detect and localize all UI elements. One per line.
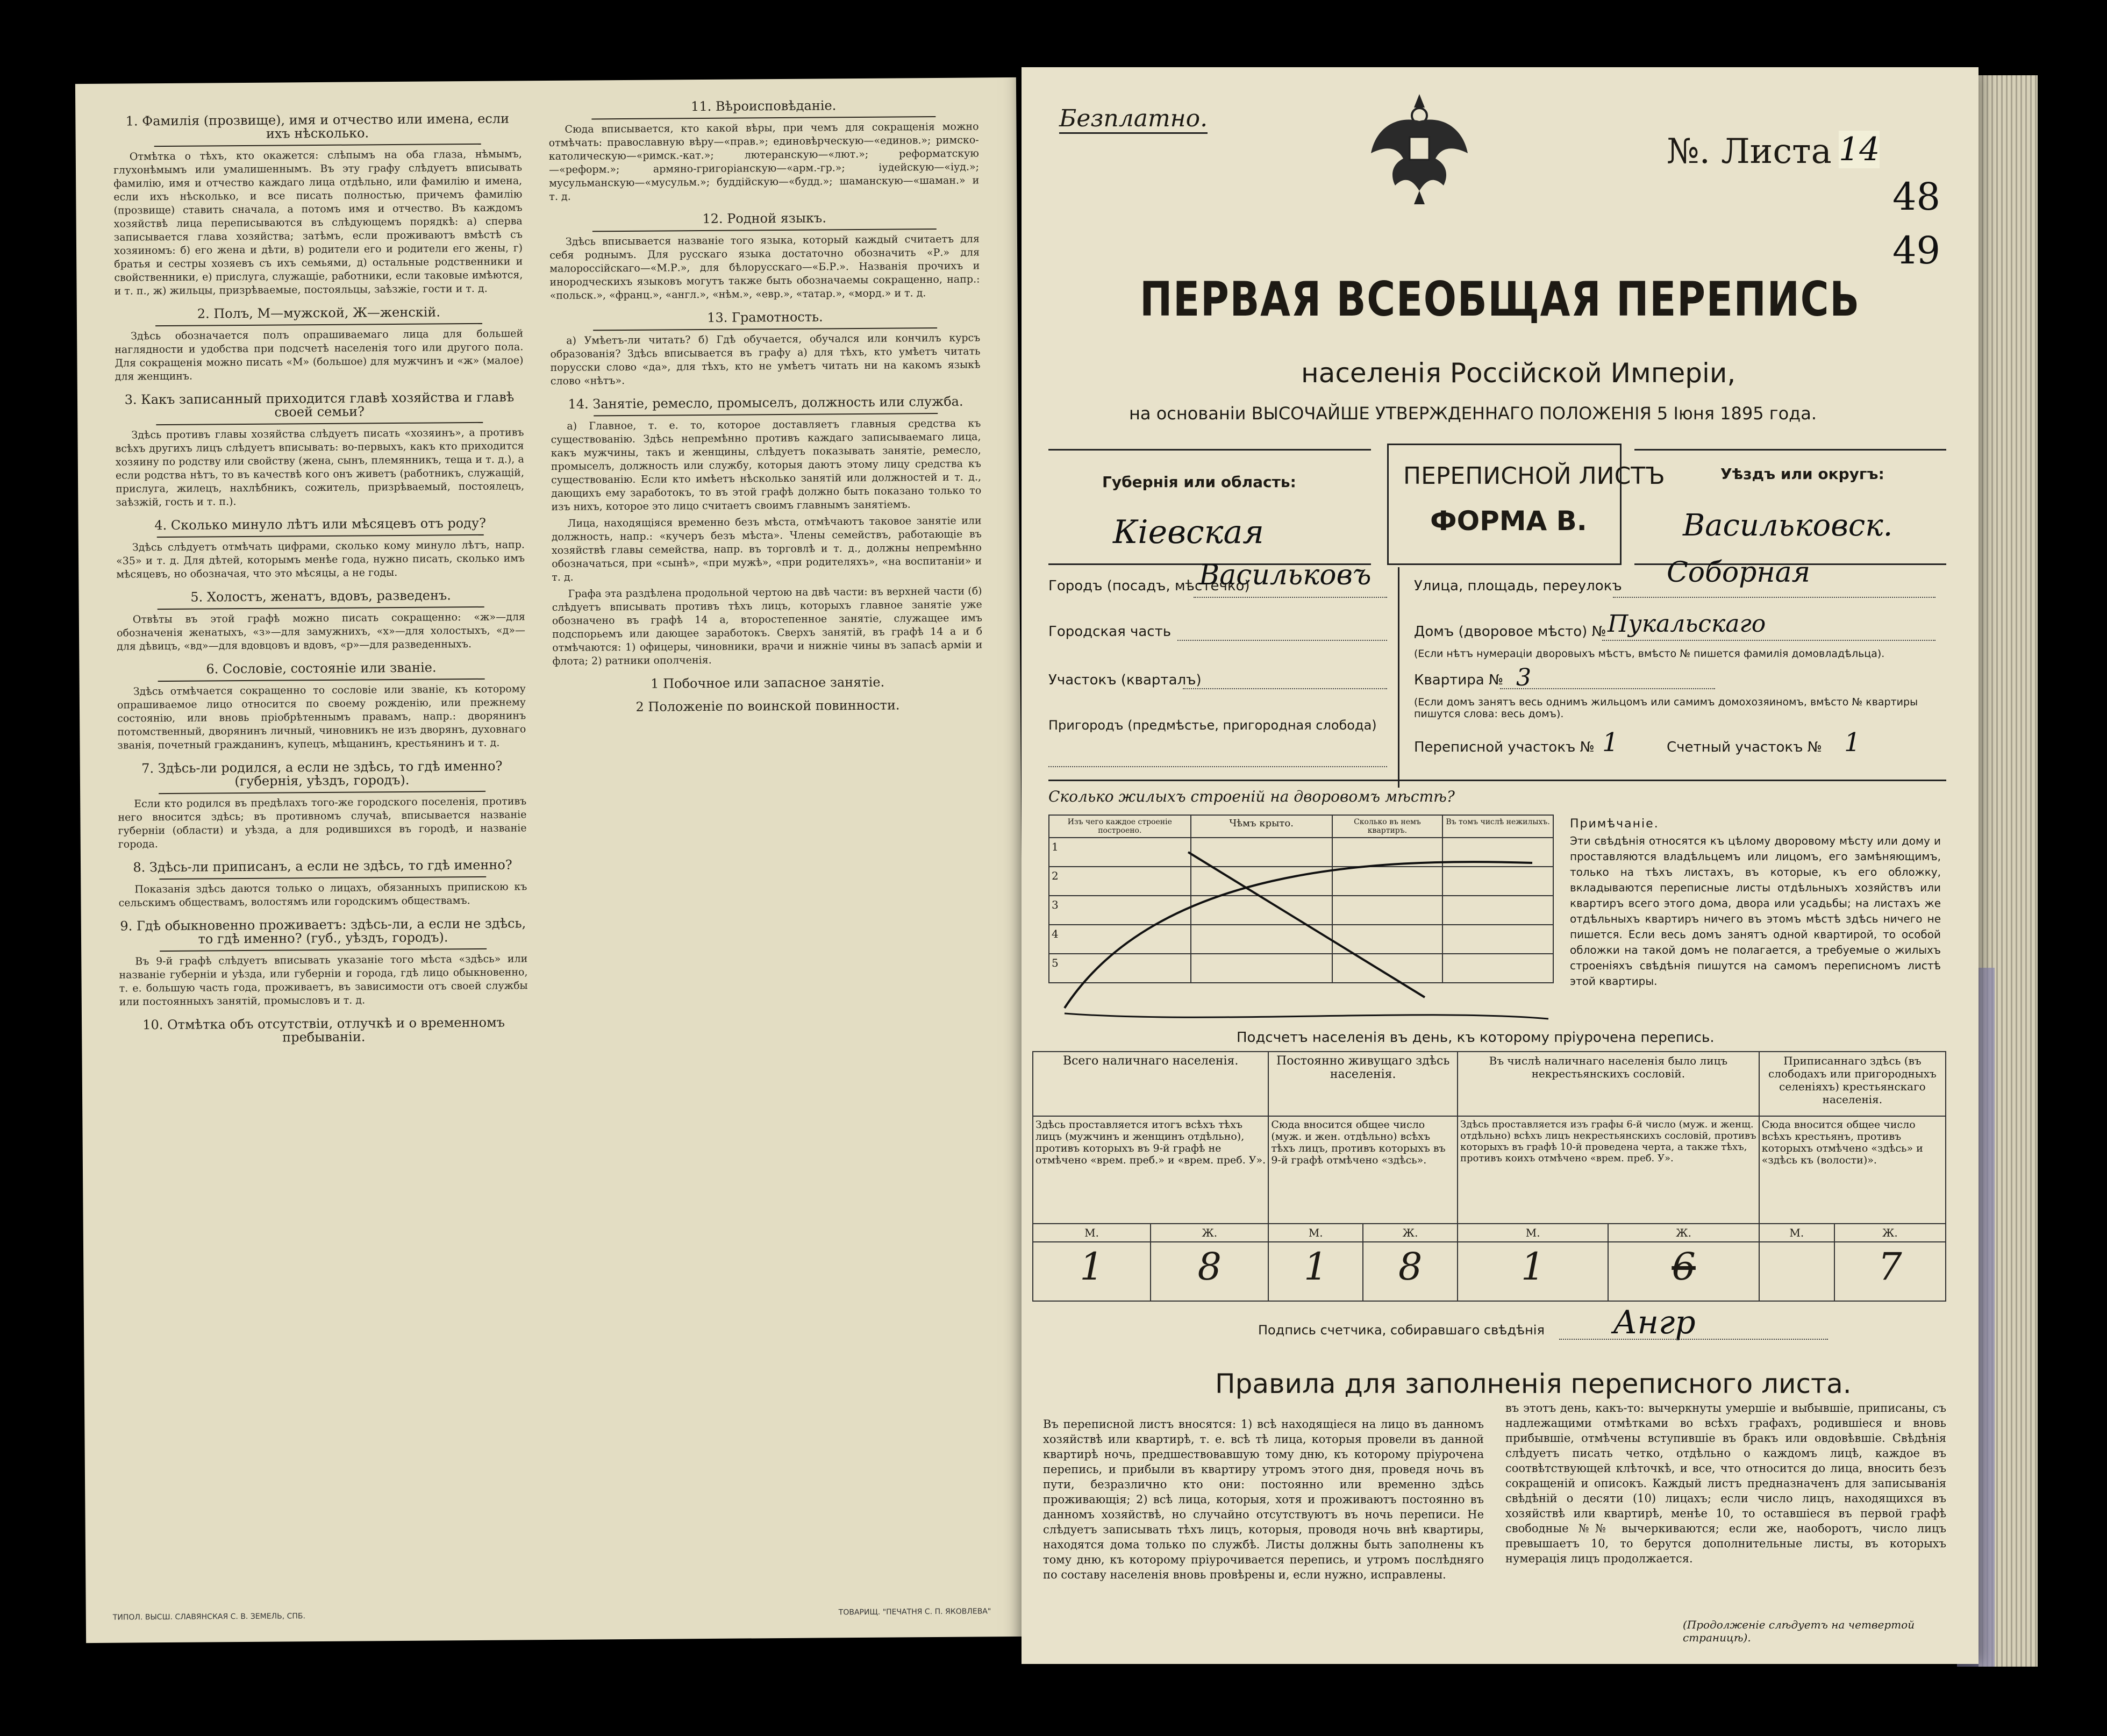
count-value-total-zh: 8 [1151, 1242, 1268, 1301]
counting-district-value: 1 [1844, 727, 1861, 758]
instruction-text: Показанія здѣсь даются только о лицахъ, обязанныхъ припискою къ сельскимъ обществамъ, волостямъ или городскимъ обществамъ. [118, 881, 527, 909]
population-count-table [1032, 1051, 1946, 1302]
instruction-subheading: 2 Положеніе по воинской повинности. [635, 697, 900, 715]
instruction-text: Лица, находящіяся временно безъ мѣста, отмѣчаютъ таковое занятіе или должность, напр.: «кучеръ безъ мѣста». Члены семействъ, работающіе въ хозяйствѣ главы семейства, напр. въ торговлѣ и т. д., должны непремѣнно обозначаться, при «сынѣ», «при мужѣ», «при родителяхъ», «на воспитаніи» и т. д. [551, 515, 982, 583]
m-header: М. [1033, 1224, 1151, 1242]
apartment-label: Квартира № [1414, 672, 1504, 688]
archive-number-1: 48 [1892, 175, 1941, 219]
heading-rule [592, 228, 937, 232]
instruction-heading: 5. Холостъ, женатъ, вдовъ, разведенъ. [190, 588, 451, 605]
apartment-line [1500, 688, 1715, 689]
city-label: Городъ (посадъ, мѣстечко) [1048, 578, 1250, 594]
instruction-heading: 6. Сословіе, состояніе или званіе. [206, 660, 437, 677]
count-value-non-peasant-m: 1 [1458, 1242, 1608, 1301]
right-page [1022, 67, 1979, 1664]
province-label: Губернія или область: [1102, 473, 1296, 491]
form-title-2: ФОРМА В. [1430, 505, 1587, 537]
count-value-non-peasant-zh: 6 [1608, 1242, 1759, 1301]
count-description-peasant: Сюда вносится общее число всѣхъ крестьянъ, противъ которыхъ отмѣчено «здѣсь» и «здѣсь къ (волости)». [1759, 1116, 1946, 1224]
zh-header: Ж. [1363, 1224, 1458, 1242]
signature-label: Подпись счетчика, собиравшаго свѣдѣнія [1258, 1323, 1545, 1338]
house-line [1602, 640, 1935, 641]
instruction-text: Здѣсь слѣдуетъ отмѣчать цифрами, сколько кому минуло лѣтъ, напр. «35» и т. д. Для дѣтей, которымъ менѣе года, нужно писать, сколько имъ мѣсяцевъ, но обозначая, что это мѣсяцы, а не годы. [116, 539, 525, 581]
district-label: Участокъ (кварталъ) [1048, 672, 1202, 688]
instruction-text: Отмѣтка о тѣхъ, кто окажется: слѣпымъ на оба глаза, нѣмымъ, глухонѣмымъ или умалишеннымъ. Въ эту графу слѣдуетъ вписывать фамилію, имя и отчество каждаго лица отдѣльно, или фамилію и имена, если ихъ нѣсколько, и все писать полностью, причемъ фамилію (прозвище) ставить сначала, а потомъ имя и отчество. Въ каждомъ хозяйствѣ лица переписываются въ слѣдующемъ порядкѣ: а) сперва записывается глава хозяйства; затѣмъ, если проживаютъ вмѣстѣ съ хозяиномъ: б) его жена и дѣти, в) родители его и родители его жены, г) братья и сестры хозяевъ съ ихъ семьями, д) остальные родственники и свойственники, е) прислуга, служащіе, работники, если таковые имѣются, и т. п., ж) жильцы, призрѣваемые, постояльцы, заѣзжіе, гости и т. д. [113, 148, 523, 297]
buildings-row-number: 2 [1049, 867, 1191, 896]
buildings-row-number: 4 [1049, 925, 1191, 954]
m-header: М. [1759, 1224, 1834, 1242]
city-part-label: Городская часть [1048, 624, 1172, 640]
heading-rule [159, 791, 485, 794]
house-note: (Если нѣтъ нумераціи дворовыхъ мѣстъ, вмѣсто № пишется фамилія домовладѣльца). [1414, 648, 1885, 660]
rules-continued: (Продолженіе слѣдуетъ на четвертой страницѣ). [1683, 1618, 1915, 1644]
imperial-eagle-emblem [1366, 83, 1473, 207]
census-subtitle: населенія Россійской Имперіи, [1301, 358, 1736, 389]
heading-rule [158, 606, 484, 610]
m-header: М. [1268, 1224, 1363, 1242]
uezd-value: Васильковск. [1683, 508, 1893, 543]
note-title: Примѣчаніе. [1570, 817, 1659, 831]
suburb-label: Пригородъ (предмѣстье, пригородная слобода) [1048, 718, 1377, 733]
counting-district-label: Счетный участокъ № [1667, 739, 1822, 755]
district-line [1183, 688, 1387, 689]
uezd-label: Уѣздъ или округъ: [1720, 465, 1884, 483]
rules-text-left: Въ переписной листъ вносятся: 1) всѣ находящіеся на лицо въ данномъ хозяйствѣ или квартирѣ, т. е. всѣ тѣ лица, которыя провели въ данной квартирѣ ночь, предшествовавшую тому дню, къ которому пріурочена перепись, и прибыли въ квартиру утромъ этого дня, проведя ночь въ пути, безразлично кто они: постоянно или временно здѣсь проживающія; 2) всѣ лица, которыя, хотя и проживаютъ постоянно въ данномъ хозяйствѣ, но случайно отсутствуютъ въ ночь переписи. Не слѣдуетъ записывать тѣхъ лицъ, которыя, проводя ночь внѣ квартиры, находятся дома только по службѣ. Листы должны быть заполнены къ тому дню, къ которому пріурочивается перепись, и утромъ послѣдняго по составу населенія вновь провѣрены и, если нужно, исправлены. [1043, 1418, 1484, 1581]
instruction-heading: 3. Какъ записанный приходится главѣ хозяйства и главѣ своей семьи? [124, 389, 515, 420]
instruction-text: Здѣсь вписывается названіе того языка, который каждый считаетъ для себя роднымъ. Для русскаго языка достаточно обозначить «Р.» для малороссійскаго—«М.Р.», для бѣлорусскаго—«Б.Р.». Названія прочихъ и инородческихъ языковъ могутъ также быть обозначаемы сокращенно, напр.: «польск.», «франц.», «англ.», «нѣм.», «евр.», «татар.», «морд.» и т. д. [549, 233, 980, 302]
heading-rule [156, 422, 483, 425]
count-value-peasant-m [1759, 1242, 1834, 1301]
rules-title: Правила для заполненія переписного листа. [1215, 1368, 1852, 1399]
free-label: Безплатно. [1059, 105, 1208, 134]
printer-imprint-left: ТИПОЛ. ВЫСШ. СЛАВЯНСКАЯ С. В. ЗЕМЕЛЬ, СПБ. [112, 1612, 306, 1622]
buildings-header-apartments: Сколько въ немъ квартиръ. [1332, 815, 1443, 838]
instructions-column-1 [113, 102, 532, 1599]
note-text: Эти свѣдѣнія относятся къ цѣлому дворовому мѣсту или дому и проставляются владѣльцемъ или лицомъ, его замѣняющимъ, только на тѣхъ листахъ, въ которые, къ его обложку, вкладываются переписные листы отдѣльныхъ хозяйствъ или квартиръ всего этого дома, двора или усадьбы; на листахъ же отдѣльныхъ квартиръ ничего въ этомъ мѣстѣ здѣсь ничего не пишется. Если весь домъ занятъ одной квартирой, то особой обложки на такой домъ не полагается, а требуемые о жилыхъ строеніяхъ свѣдѣнія пишутся на самомъ переписномъ листѣ этой квартиры. [1570, 834, 1941, 988]
census-district-label: Переписной участокъ № [1414, 739, 1595, 755]
instruction-text: а) Умѣетъ-ли читать? б) Гдѣ обучается, обучался или кончилъ курсъ образованія? Здѣсь вписывается въ графу а) для тѣхъ, кто умѣетъ читать порусски слово «да», для тѣхъ, кто не умѣетъ читать ни на какомъ языкѣ слово «нѣтъ». [550, 332, 981, 387]
heading-rule [159, 876, 486, 880]
count-description-permanent: Сюда вносится общее число (муж. и жен. отдѣльно) всѣхъ тѣхъ лицъ, противъ которыхъ въ 9-й графѣ отмѣчено «здѣсь». [1268, 1116, 1458, 1224]
zh-header: Ж. [1608, 1224, 1759, 1242]
count-header-total: Всего наличнаго населенія. [1033, 1052, 1268, 1116]
sheet-number-label: №. Листа [1667, 132, 1832, 172]
instruction-heading: 9. Гдѣ обыкновенно проживаетъ: здѣсь-ли, а если не здѣсь, то гдѣ именно? (губ., уѣздъ, городъ). [120, 916, 526, 947]
heading-rule [593, 327, 937, 331]
buildings-row-number: 3 [1049, 896, 1191, 925]
count-value-permanent-zh: 8 [1363, 1242, 1458, 1301]
apartment-value: 3 [1516, 664, 1531, 691]
count-header-non-peasant: Въ числѣ наличнаго населенія было лицъ некрестьянскихъ сословій. [1458, 1052, 1759, 1116]
instruction-heading: 14. Занятіе, ремесло, промыселъ, должность или служба. [568, 394, 963, 412]
instruction-heading: 7. Здѣсь-ли родился, а если не здѣсь, то гдѣ именно? (губернія, уѣздъ, городъ). [141, 758, 503, 789]
instruction-text: Отвѣты въ этой графѣ можно писать сокращенно: «ж»—для обозначенія женатыхъ, «з»—для замужнихъ, «х»—для холостыхъ, «д»—для дѣвицъ, «вд»—для вдовцовъ и вдовъ, «р»—для разведенныхъ. [116, 611, 526, 653]
count-header-permanent: Постоянно живущаго здѣсь населенія. [1268, 1052, 1458, 1116]
heading-rule [591, 116, 935, 119]
heading-rule [155, 323, 482, 326]
count-description-total: Здѣсь проставляется итогъ всѣхъ тѣхъ лицъ (мужчинъ и женщинъ отдѣльно), противъ которыхъ въ 9-й графѣ не отмѣчено «врем. преб.» и «врем. преб. У». [1033, 1116, 1268, 1224]
zh-header: Ж. [1151, 1224, 1268, 1242]
count-value-peasant-zh: 7 [1834, 1242, 1946, 1301]
legal-basis: на основаніи ВЫСОЧАЙШЕ УТВЕРЖДЕННАГО ПОЛОЖЕНІЯ 5 Іюня 1895 года. [1129, 403, 1817, 424]
signature-line [1559, 1339, 1828, 1340]
form-box [1387, 444, 1622, 565]
instruction-heading: 11. Вѣроисповѣданіе. [691, 98, 837, 115]
count-value-total-m: 1 [1033, 1242, 1151, 1301]
count-title: Подсчетъ населенія въ день, къ которому пріурочена перепись. [1237, 1030, 1715, 1046]
census-district-value: 1 [1602, 727, 1619, 758]
left-page [75, 77, 1027, 1643]
instruction-text: Здѣсь обозначается полъ опрашиваемаго лица для большей наглядности и удобства при подсчетѣ населенія того или другого пола. Для сокращенія можно писать «М» (большое) для мужчинъ и «ж» (малое) для женщинъ. [115, 327, 524, 383]
instruction-heading: 10. Отмѣтка объ отсутствіи, отлучкѣ и о временномъ пребываніи. [142, 1015, 505, 1045]
street-value: Соборная [1667, 556, 1811, 589]
instruction-heading: 8. Здѣсь-ли приписанъ, а если не здѣсь, то гдѣ именно? [133, 857, 512, 875]
heading-rule [158, 678, 485, 682]
count-description-non-peasant: Здѣсь проставляется изъ графы 6-й число (муж. и женщ. отдѣльно) всѣхъ лицъ некрестьянскихъ сословій, противъ которыхъ въ графѣ 10-й проведена черта, а также тѣхъ, противъ коихъ отмѣчено «врем. преб. У». [1458, 1116, 1759, 1224]
house-label: Домъ (дворовое мѣсто) № [1414, 624, 1606, 640]
instruction-subheading: 1 Побочное или запасное занятіе. [651, 674, 885, 691]
instruction-heading: 2. Полъ, М—мужской, Ж—женскій. [197, 304, 441, 322]
city-part-line [1177, 640, 1387, 641]
heading-rule [154, 144, 481, 147]
buildings-header-roof: Чѣмъ крыто. [1191, 815, 1332, 838]
instruction-text: Здѣсь отмѣчается сокращенно то сословіе или званіе, къ которому опрашиваемое лицо относится по своему рожденію, или прежнему состоянію, или вновь пріобрѣтеннымъ правамъ, напр.: дворянинъ потомственный, дворянинъ личный, чиновникъ не изъ дворянъ, духовнаго званія, почетный гражданинъ, купецъ, мѣщанинъ, крестьянинъ и т. д. [117, 683, 526, 752]
city-line [1194, 597, 1387, 598]
instruction-text: Если кто родился въ предѣлахъ того-же городского поселенія, противъ него вносится здѣсь; въ противномъ случаѣ, вписывается названіе губерніи (области) и уѣзда, а для родившихся въ городѣ, и названіе города. [118, 795, 527, 851]
census-title: ПЕРВАЯ ВСЕОБЩАЯ ПЕРЕПИСЬ [1140, 272, 1860, 327]
province-value: Кіевская [1113, 513, 1264, 551]
instruction-text: а) Главное, т. е. то, которое доставляетъ главныя средства къ существованію. Здѣсь непремѣнно противъ каждаго записываемаго лица, какъ мужчины, такъ и женщины, слѣдуетъ показывать занятіе, ремесло, промыселъ, должность или службу, которыя даютъ этому лицу средства къ существованію. Если кто имѣетъ нѣсколько занятій или должностей и т. д., дающихъ ему заработокъ, то въ этой графѣ должно быть показано только то изъ нихъ, которое это лицо считаетъ своимъ главнымъ занятіемъ. [551, 417, 982, 513]
instruction-heading: 12. Родной языкъ. [702, 210, 827, 227]
heading-rule [160, 948, 487, 952]
cross-out-mark [1048, 847, 1565, 1030]
buildings-header-material: Изъ чего каждое строеніе построено. [1049, 815, 1191, 838]
instruction-text: Въ 9-й графѣ слѣдуетъ вписывать указаніе того мѣста «здѣсь» или названіе губерніи и уѣзда, или губерніи и города, гдѣ лицо обыкновенно, т. е. большую часть года, проживаетъ, въ зависимости отъ своей службы или постоянныхъ занятій, промысловъ и т. д. [119, 953, 528, 1008]
heading-rule [157, 534, 484, 538]
count-value-permanent-m: 1 [1268, 1242, 1363, 1301]
buildings-row-number: 1 [1049, 838, 1191, 867]
buildings-row-number: 5 [1049, 954, 1191, 983]
archive-number-2: 49 [1892, 228, 1941, 273]
street-line [1613, 597, 1935, 598]
instruction-text: Сюда вписывается, кто какой вѣры, при чемъ для сокращенія можно отмѣчать: православную вѣру—«прав.»; единовѣрческую—«единов.»; римско-католическую—«римск.-кат.»; лютеранскую—«лют.»; реформатскую—«реформ.»; армяно-григоріанскую—«арм.-гр.»; іудейскую—«іуд.»; мусульманскую—«мусульм.»; буддійскую—«будд.»; шаманскую—«шаман.» и т. д. [548, 120, 980, 203]
instructions-column-2 [548, 88, 989, 1597]
instruction-heading: 4. Сколько минуло лѣтъ или мѣсяцевъ отъ роду? [154, 515, 486, 533]
city-value: Васильковъ [1199, 559, 1372, 591]
instruction-text: Графа эта раздѣлена продольной чертою на двѣ части: въ верхней части (б) слѣдуетъ вписывать противъ тѣхъ лицъ, которыхъ главное занятіе уже обозначено въ графѣ 14 а, второстепенное занятіе, служащее имъ подспорьемъ или дающее заработокъ. Сверхъ занятій, въ графѣ 14 а и б отмѣчаются: 1) офицеры, чиновники, врачи и нижніе чины въ запасѣ армiи и флота; 2) ратники ополченія. [552, 585, 983, 667]
counter-signature: Ангр [1613, 1304, 1696, 1341]
house-value: Пукальскаго [1608, 610, 1766, 638]
m-header: М. [1458, 1224, 1608, 1242]
heading-rule [594, 413, 938, 416]
sheet-number-value: 14 [1839, 131, 1880, 168]
instruction-heading: 1. Фамилія (прозвище), имя и отчество или имена, если ихъ нѣсколько. [125, 111, 510, 141]
section-rule [1048, 780, 1946, 781]
buildings-header-nonresidential: Въ томъ числѣ нежилыхъ. [1442, 815, 1553, 838]
address-divider [1398, 567, 1399, 788]
printer-imprint-right: ТОВАРИЩ. "ПЕЧАТНЯ С. П. ЯКОВЛЕВА" [838, 1607, 991, 1617]
instruction-text: Здѣсь противъ главы хозяйства слѣдуетъ писать «хозяинъ», а противъ всѣхъ другихъ лицъ слѣдуетъ вписывать: во-первыхъ, какъ кто приходится хозяину по родству или свойству (жена, сынъ, племянникъ, теща и т. д.), а если родства нѣтъ, то въ качествѣ кого онъ живетъ (работникъ, служащій, прислуга, жилецъ, нахлѣбникъ, сожитель, призрѣваемый, постоялецъ, заѣзжій, гость и т. п.). [115, 426, 525, 509]
instruction-heading: 13. Грамотность. [707, 309, 823, 325]
buildings-question: Сколько жилыхъ строеній на дворовомъ мѣстѣ? [1048, 788, 1455, 805]
form-title-1: ПЕРЕПИСНОЙ ЛИСТЪ [1403, 462, 1665, 490]
zh-header: Ж. [1834, 1224, 1946, 1242]
apartment-note: (Если домъ занятъ весь однимъ жильцомъ или самимъ домохозяиномъ, вмѣсто № квартиры пишутся слова: весь домъ). [1414, 696, 1918, 720]
suburb-line [1048, 766, 1387, 767]
rules-text-right: въ этотъ день, какъ-то: вычеркнуты умершіе и выбывшіе, приписаны, съ надлежащими отмѣтками во всѣхъ графахъ, родившіеся и вновь прибывшіе, отмѣчены вступившіе въ бракъ или овдовѣвшіе. Свѣдѣнія слѣдуетъ писать четко, отдѣльно о каждомъ лицѣ, каждое въ соотвѣтствующей клѣточкѣ, и все, что относится до лица, вносить безъ сокращеній и описокъ. Каждый листъ предназначенъ для записыванія свѣдѣній о десяти (10) лицахъ; если число лицъ, находящихся въ хозяйствѣ или квартирѣ, менѣе 10, то оставшіеся въ первой графѣ свободные №№ вычеркиваются; если же, наоборотъ, число лицъ превышаетъ 10, то берутся дополнительные листы, въ которыхъ нумерація лицъ продолжается. [1505, 1402, 1946, 1565]
street-label: Улица, площадь, переулокъ [1414, 578, 1622, 594]
count-header-peasant: Приписаннаго здѣсь (въ слободахъ или пригородныхъ селеніяхъ) крестьянскаго населенія. [1759, 1052, 1946, 1116]
